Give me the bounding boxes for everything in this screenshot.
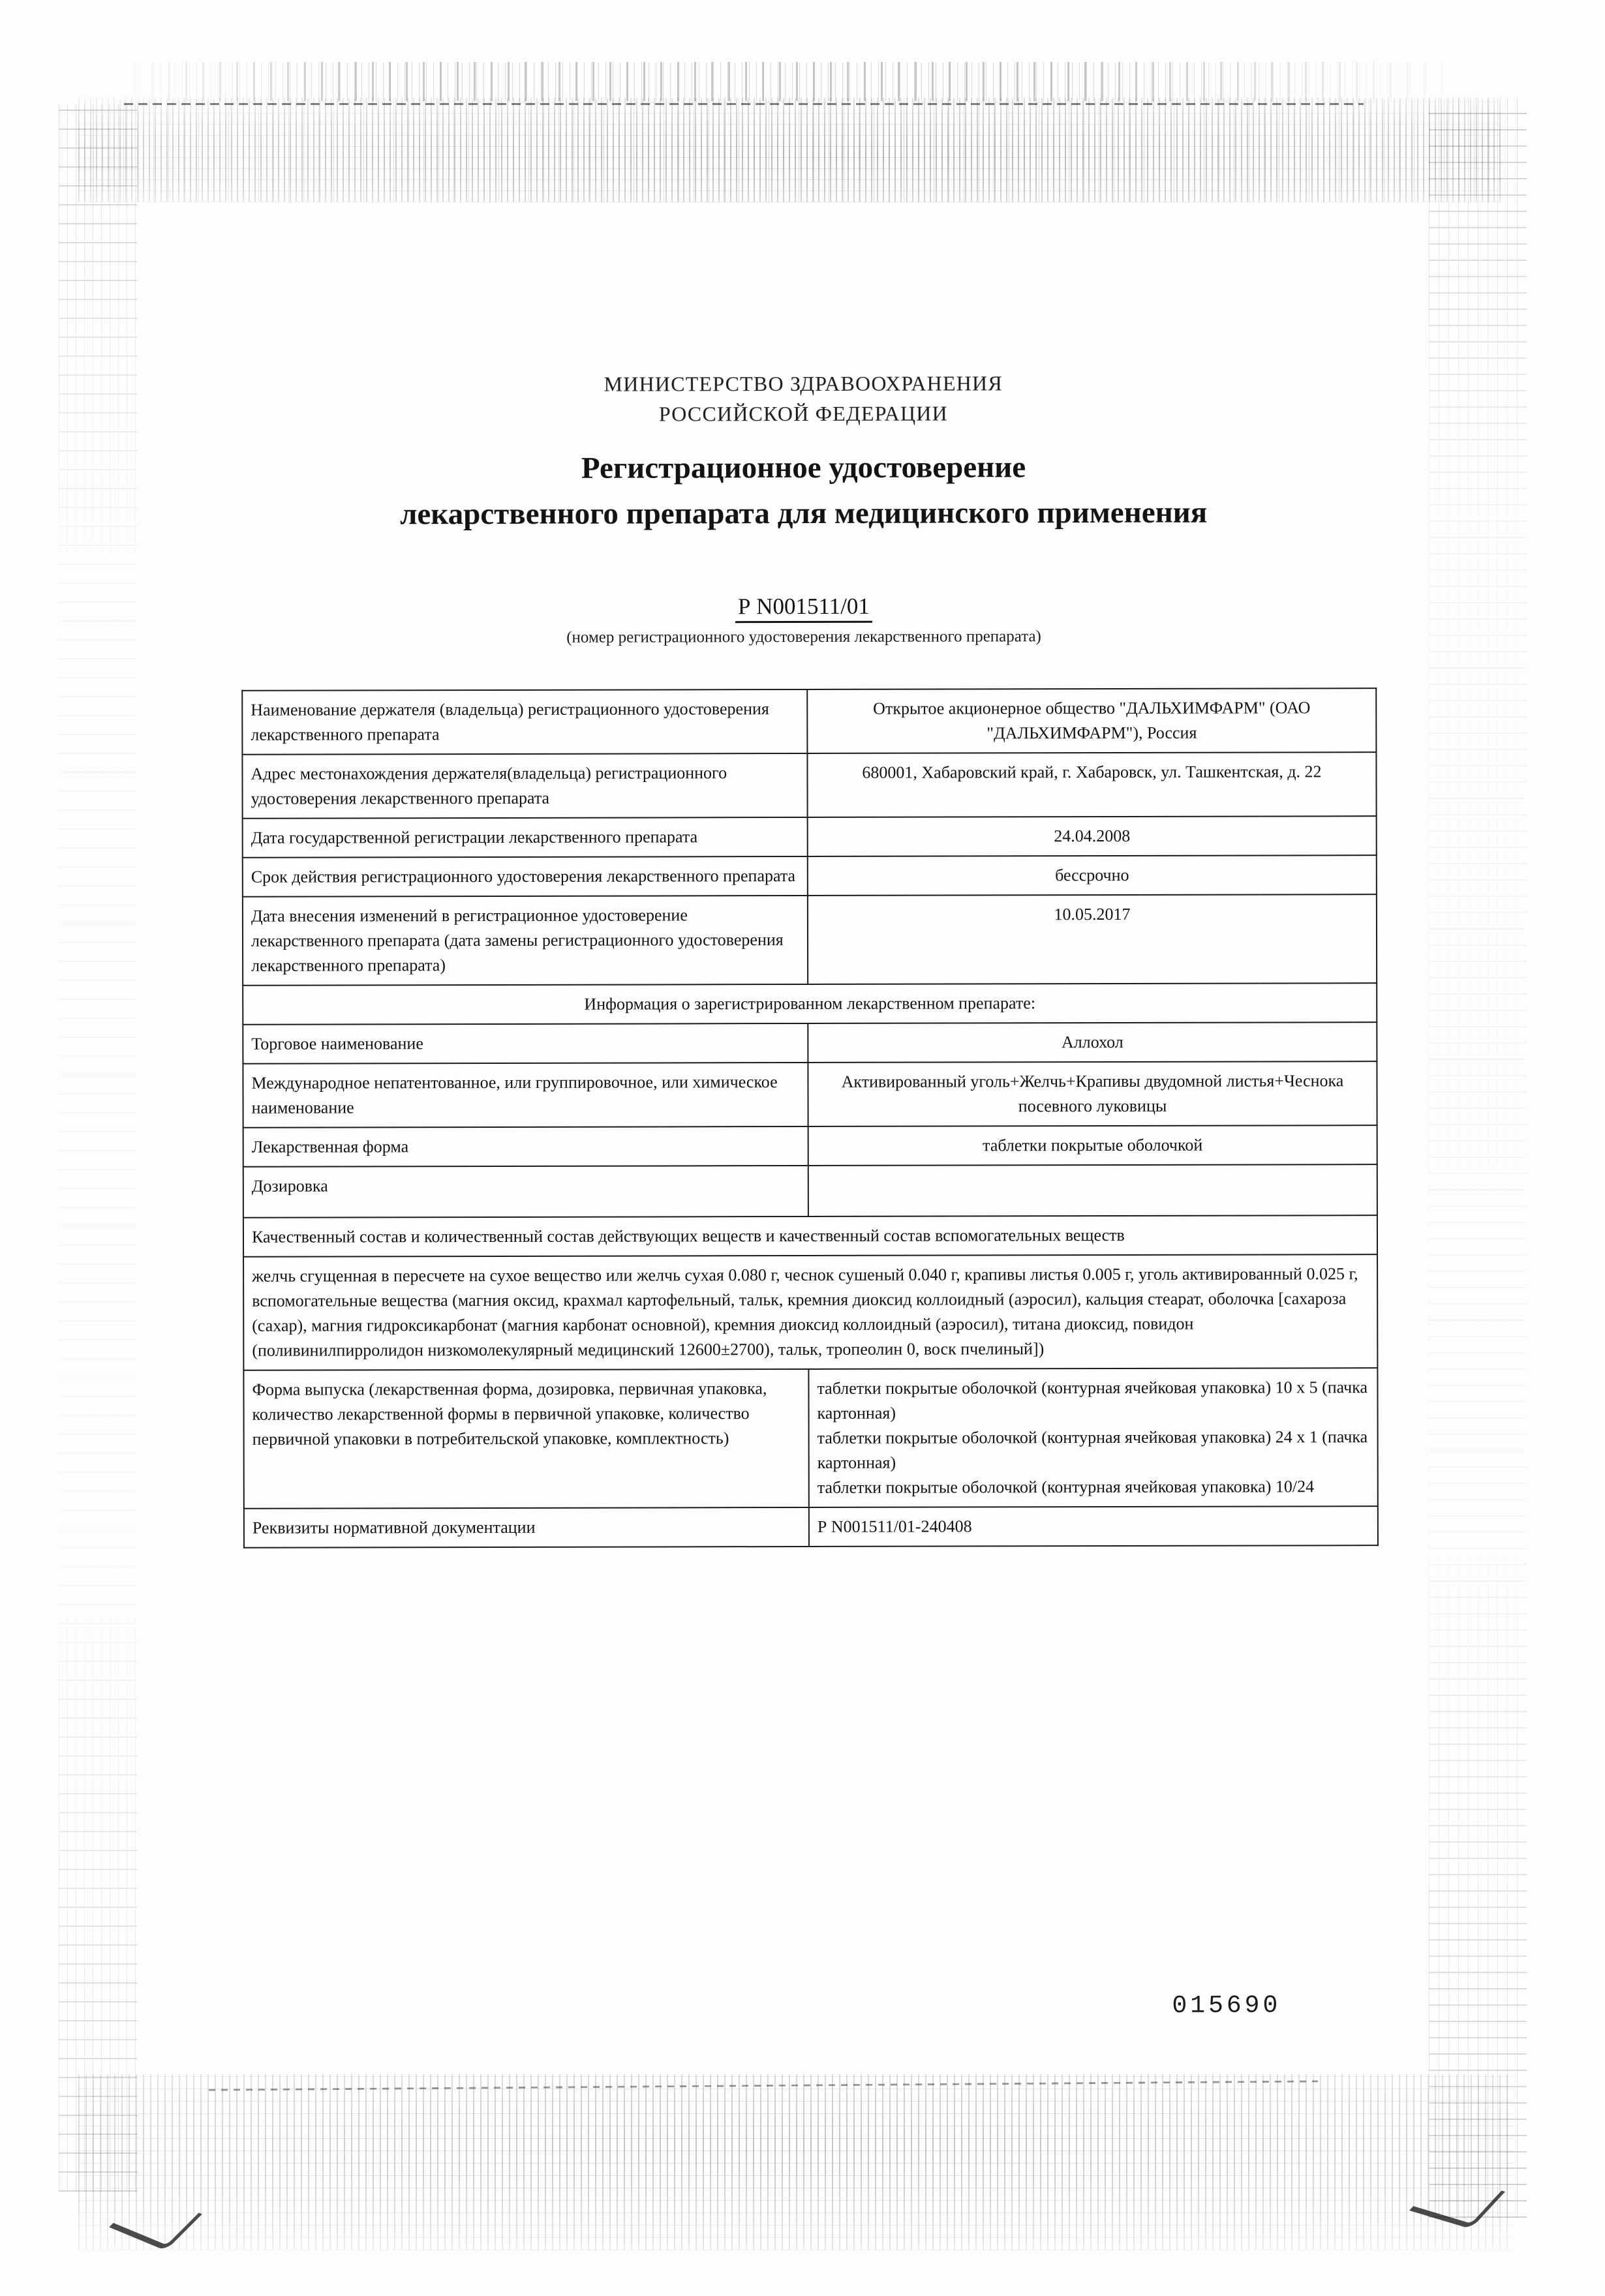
scan-noise-top [78,98,1501,202]
release-form-item: таблетки покрытые оболочкой (контурная ячейковая упаковка) 24 x 1 (пачка картонная) [817,1427,1368,1472]
scan-checkmark-right [1409,2173,1505,2229]
registration-number-caption: (номер регистрационного удостоверения лекарственного препарата) [566,627,1041,646]
release-form-item: таблетки покрытые оболочкой (контурная ячейковая упаковка) 10/24 [817,1477,1315,1497]
row-value-trade-name: Аллохол [808,1022,1377,1063]
document-title-line-2: лекарственного препарата для медицинского применения [400,495,1208,532]
table-row [243,1125,1377,1167]
document-title-line-1: Регистрационное удостоверение [581,450,1026,485]
row-label-trade-name: Торговое наименование [243,1023,808,1064]
row-value-registration-date: 24.04.2008 [808,816,1377,856]
registration-number-value: Р N001511/01 [735,594,872,623]
row-value-validity-term: бессрочно [808,855,1377,896]
row-label-amendment-date: Дата внесения изменений в регистрационное удостоверение лекарственного препарата (дата замены регистрационного удостоверения лекарственного препарата) [243,896,808,986]
table-row [242,752,1376,819]
table-row [244,1506,1378,1548]
scan-artifact-rule-top [124,103,1364,105]
row-label-registration-date: Дата государственной регистрации лекарственного препарата [243,817,808,858]
table-section-heading-row [243,1215,1377,1257]
row-label-holder-name: Наименование держателя (владельца) регистрационного удостоверения лекарственного препарата [242,689,807,755]
row-value-holder-address: 680001, Хабаровский край, г. Хабаровск, ул. Ташкентская, д. 22 [807,752,1376,817]
scan-checkmark-left [109,2190,202,2250]
row-label-dosage-form: Лекарственная форма [243,1126,808,1167]
composition-text: желчь сгущенная в пересчете на сухое вещество или желчь сухая 0.080 г, чеснок сушеный 0.040 г, крапивы листья 0.005 г, уголь активированный 0.025 г, вспомогательные вещества (магния оксид, крахмал картофельный, тальк, кремния диоксид коллоидный (аэросил), кальция стеарат, оболочка [сахароза (сахар), магния гидроксикарбонат (магния карбонат основной), кремния диоксид коллоидный (аэросил), титана диоксид, повидон (поливинилпирролидон низкомолекулярный медицинский 12600±2700), тальк, тропеолин 0, воск пчелиный]) [243,1254,1377,1370]
table-row [243,1368,1377,1509]
row-label-validity-term: Срок действия регистрационного удостоверения лекарственного препарата [243,856,808,897]
section-heading-composition: Качественный состав и количественный состав действующих веществ и качественный состав вспомогательных веществ [243,1215,1377,1257]
table-row [243,855,1377,897]
table-row [243,894,1377,986]
ministry-heading [1,367,1605,430]
row-label-dosage: Дозировка [243,1166,808,1218]
table-row [243,1254,1377,1370]
registration-number [1,592,1605,621]
row-value-holder-name: Открытое акционерное общество "ДАЛЬХИМФАРМ" (ОАО "ДАЛЬХИМФАРМ"), Россия [807,688,1376,753]
table-row [243,1061,1377,1128]
scan-noise-top-upper [117,62,1461,101]
row-value-amendment-date: 10.05.2017 [808,894,1377,984]
section-heading-registered-product: Информация о зарегистрированном лекарственном препарате: [243,983,1377,1025]
table-row [243,1022,1377,1064]
row-label-holder-address: Адрес местонахождения держателя(владельца) регистрационного удостоверения лекарственного препарата [242,753,807,819]
table-section-heading-row [243,983,1377,1025]
ministry-line-2: РОССИЙСКОЙ ФЕДЕРАЦИИ [658,401,948,426]
row-label-inn: Международное непатентованное, или группировочное, или химическое наименование [243,1063,808,1128]
row-value-dosage [808,1164,1377,1216]
row-label-release-form: Форма выпуска (лекарственная форма, дозировка, первичная упаковка, количество лекарственной формы в первичной упаковке, количество первичной упаковки в потребительской упаковке, комплектность) [243,1369,808,1509]
certificate-table [241,687,1379,1548]
row-value-release-form [808,1368,1377,1507]
table-row [243,1164,1377,1218]
row-value-inn: Активированный уголь+Желчь+Крапивы двудомной листья+Чеснока посевного луковицы [808,1061,1377,1126]
document-serial-number: 015690 [1172,1991,1281,2020]
scan-artifact-rule-bottom [209,2080,1318,2091]
table-row [242,688,1376,755]
scan-noise-bottom [78,2074,1514,2250]
row-label-normative-docs: Реквизиты нормативной документации [244,1507,809,1548]
ministry-line-1: МИНИСТЕРСТВО ЗДРАВООХРАНЕНИЯ [604,371,1003,396]
row-value-normative-docs: Р N001511/01-240408 [809,1506,1378,1547]
table-row [243,816,1377,858]
release-form-item: таблетки покрытые оболочкой (контурная ячейковая упаковка) 10 x 5 (пачка картонная) [817,1378,1368,1423]
row-value-dosage-form: таблетки покрытые оболочкой [808,1125,1377,1166]
